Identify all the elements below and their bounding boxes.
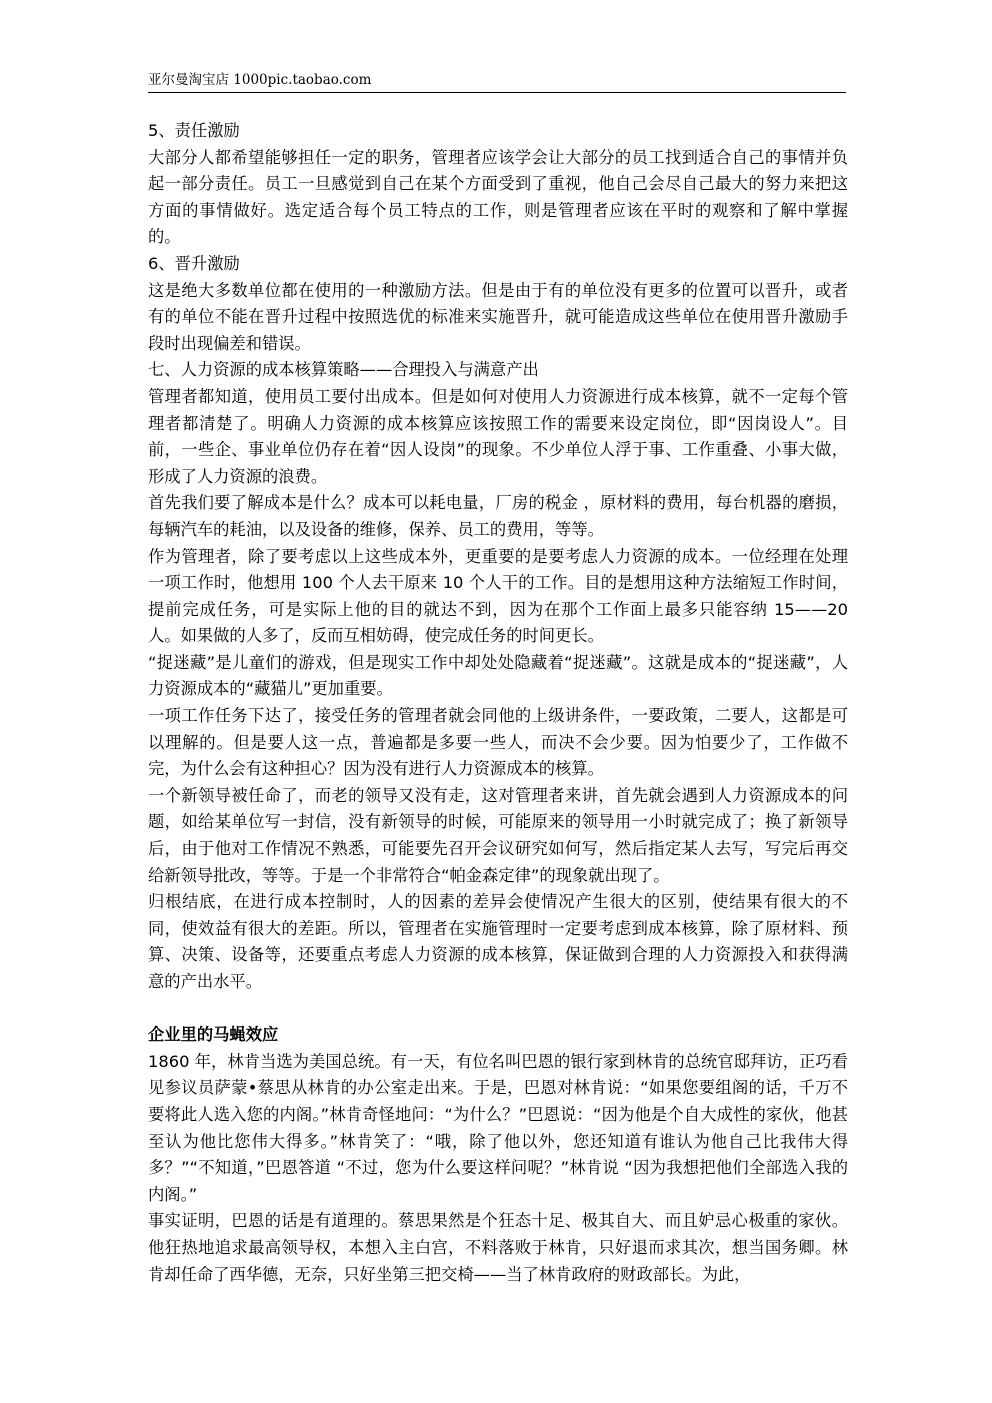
article-paragraph-2: 事实证明，巴恩的话是有道理的。蔡思果然是个狂态十足、极其自大、而且妒忌心极重的家伙。他狂热地追求最高领导权，本想入主白宫，不料落败于林肯，只好退而求其次，想当国务卿。林肯却任命了西华德，无奈，只好坐第三把交椅——当了林肯政府的财政部长。为此， bbox=[148, 1211, 848, 1284]
section7-paragraph-3: 作为管理者，除了要考虑以上这些成本外，更重要的是要考虑人力资源的成本。一位经理在处理一项工作时，他想用 100 个人去干原来 10 个人干的工作。目的是想用这种方法缩短工作时间，提前完成任务，可是实际上他的目的就达不到，因为在那个工作面上最多只能容纳 15——20 人。如果做的人多了，反而互相妨碍，使完成任务的时间更长。 bbox=[148, 546, 848, 646]
section7-paragraph-7: 归根结底，在进行成本控制时，人的因素的差异会使情况产生很大的区别，使结果有很大的不同，使效益有很大的差距。所以，管理者在实施管理时一定要考虑到成本核算，除了原材料、预算、决策、设备等，还要重点考虑人力资源的成本核算，保证做到合理的人力资源投入和获得满意的产出水平。 bbox=[148, 892, 848, 991]
section7-paragraph-1: 管理者都知道，使用员工要付出成本。但是如何对使用人力资源进行成本核算，就不一定每个管理者都清楚了。明确人力资源的成本核算应该按照工作的需要来设定岗位，即“因岗设人”。目前，一些企、事业单位仍存在着“因人设岗”的现象。不少单位人浮于事、工作重叠、小事大做，形成了人力资源的浪费。 bbox=[148, 386, 848, 486]
section7-paragraph-4: “捉迷藏”是儿童们的游戏，但是现实工作中却处处隐藏着“捉迷藏”。这就是成本的“捉迷藏”，人力资源成本的“藏猫儿”更加重要。 bbox=[148, 652, 848, 699]
section-paragraph-6: 这是绝大多数单位都在使用的一种激励方法。但是由于有的单位没有更多的位置可以晋升，或者有的单位不能在晋升过程中按照选优的标准来实施晋升，就可能造成这些单位在使用晋升激励手段时出现偏差和错误。 bbox=[148, 280, 848, 353]
section7-paragraph-5: 一项工作任务下达了，接受任务的管理者就会同他的上级讲条件，一要政策，二要人，这都是可以理解的。但是要人这一点，普遍都是多要一些人，而决不会少要。因为怕要少了，工作做不完，为什么会有这种担心？因为没有进行人力资源成本的核算。 bbox=[148, 706, 848, 779]
document-body bbox=[148, 118, 848, 1288]
article-paragraph-1: 1860 年，林肯当选为美国总统。有一天，有位名叫巴恩的银行家到林肯的总统官邸拜访，正巧看见参议员萨蒙•蔡思从林肯的办公室走出来。于是，巴恩对林肯说：“如果您要组阁的话，千万不要将此人选入您的内阁。”林肯奇怪地问：“为什么？”巴恩说：“因为他是个自大成性的家伙，他甚至认为他比您伟大得多。”林肯笑了：“哦，除了他以外，您还知道有谁认为他自己比我伟大得多？”“不知道，”巴恩答道 “不过，您为什么要这样问呢？”林肯说 “因为我想把他们全部选入我的内阁。” bbox=[148, 1051, 848, 1204]
section-heading-7: 七、人力资源的成本核算策略——合理投入与满意产出 bbox=[148, 360, 539, 380]
blank-line bbox=[148, 996, 848, 1023]
section-heading-5: 5、责任激励 bbox=[148, 121, 240, 140]
section-paragraph-5: 大部分人都希望能够担任一定的职务，管理者应该学会让大部分的员工找到适合自己的事情并负起一部分责任。员工一旦感觉到自己在某个方面受到了重视，他自己会尽自己最大的努力来把这方面的事情做好。选定适合每个员工特点的工作，则是管理者应该在平时的观察和了解中掌握的。 bbox=[148, 147, 848, 247]
section7-paragraph-6: 一个新领导被任命了，而老的领导又没有走，这对管理者来讲，首先就会遇到人力资源成本的问题，如给某单位写一封信，没有新领导的时候，可能原来的领导用一小时就完成了；换了新领导后，由于他对工作情况不熟悉，可能要先召开会议研究如何写，然后指定某人去写，写完后再交给新领导批改，等等。于是一个非常符合“帕金森定律”的现象就出现了。 bbox=[148, 785, 848, 885]
section-heading-6: 6、晋升激励 bbox=[148, 253, 240, 273]
article-title: 企业里的马蝇效应 bbox=[148, 1025, 279, 1045]
section7-paragraph-2: 首先我们要了解成本是什么？成本可以耗电量，厂房的税金 ，原材料的费用，每台机器的磨损，每辆汽车的耗油，以及设备的维修，保养、员工的费用，等等。 bbox=[148, 493, 848, 539]
page-header bbox=[148, 70, 846, 93]
header-text: 亚尔曼淘宝店 1000pic.taobao.com bbox=[148, 72, 372, 88]
